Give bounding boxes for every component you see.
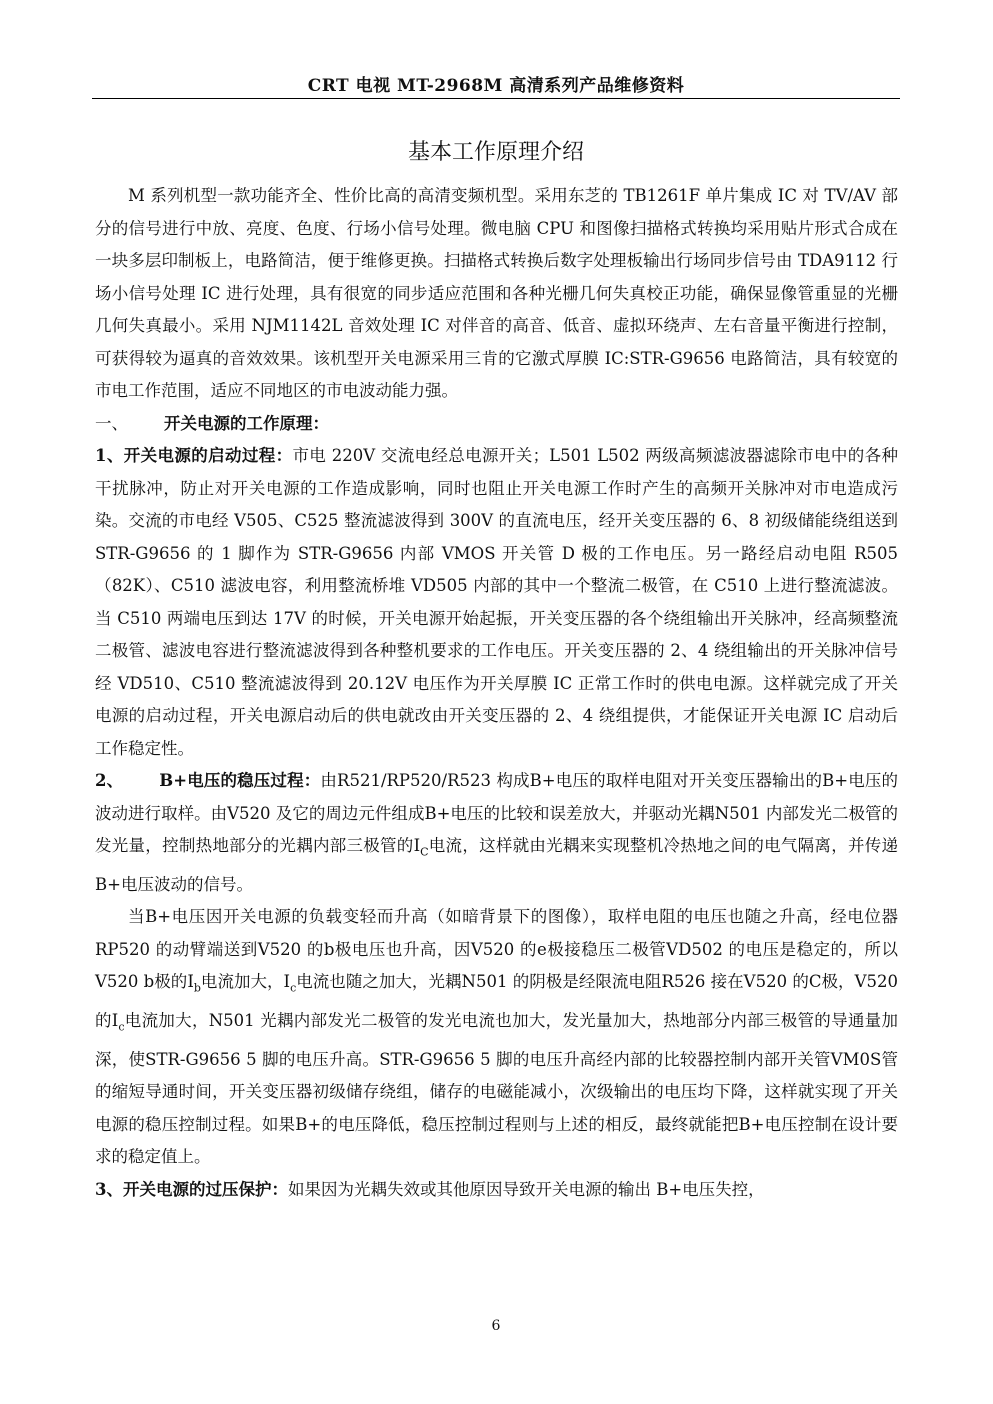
intro-paragraph: M 系列机型一款功能齐全、性价比高的高清变频机型。采用东芝的 TB1261F 单片集成 IC 对 TV/AV 部分的信号进行中放、亮度、色度、行场小信号处理。微电脑 CPU 和图像扫描格式转换均采用贴片形式合成在一块多层印制板上，电路简洁，便于维修更换。扫描格式转换后数字处理板输出行场同步信号由 TDA9112 行场小信号处理 IC 进行处理，具有很宽的同步适应范围和各种光栅几何失真校正功能，确保显像管重显的光栅几何失真最小。采用 NJM1142L 音效处理 IC 对伴音的高音、低音、虚拟环绕声、左右音量平衡进行控制，可获得较为逼真的音效效果。该机型开关电源采用三肯的它激式厚膜 IC:STR-G9656 电路简洁，具有较宽的市电工作范围，适应不同地区的市电波动能力强。 [95,186,898,400]
subscript-c: C [420,845,429,859]
detail-text-c: 电流也随之加大，光耦N501 的阴极是经限流电阻R526 接在V520 的C极，V520 的I [95,972,898,1031]
page-header: CRT 电视 MT-2968M 高清系列产品维修资料 [307,76,685,96]
detail-text-b: 电流加大，I [200,972,291,992]
overvoltage-heading: 3、开关电源的过压保护： [95,1179,288,1199]
startup-paragraph [95,440,898,765]
overvoltage-body: 如果因为光耦失效或其他原因导致开关电源的输出 B+电压失控， [287,1179,765,1199]
regulation-number: 2、 [95,771,124,790]
startup-heading: 1、开关电源的启动过程： [95,446,293,465]
overvoltage-paragraph [95,1174,898,1207]
regulation-heading: B+电压的稳压过程： [159,771,321,790]
subscript-b: b [193,981,201,995]
regulation-detail-paragraph [95,901,898,1174]
document-title: 基本工作原理介绍 [407,140,584,165]
subscript-c: c [118,1020,125,1034]
regulation-body-a: 由R521/RP520/R523 构成B+电压的取样电阻对开关变压器输出的B+电压的波动进行取样。由V520 及它的周边元件组成B+电压的比较和误差放大，并驱动光耦N501 内部发光二极管的发光量，控制热地部分的光耦内部三极管的I [95,771,898,855]
section-number: 一、 [95,413,128,433]
detail-text-d: 电流加大，N501 光耦内部发光二极管的发光电流也加大，发光量加大，热地部分内部三极管的导通量加深，使STR-G9656 5 脚的电压升高。STR-G9656 5 脚的电压升高经内部的比较器控制内部开关管VM0S管的缩短导通时间，开关变压器初级储存绕组，储存的电磁能减小，次级输出的电压均下降，这样就实现了开关电源的稳压控制过程。如果B+的电压降低，稳压控制过程则与上述的相反，最终就能把B+电压控制在设计要求的稳定值上。 [95,1011,898,1167]
section-title: 开关电源的工作原理： [164,413,329,433]
document-body [95,180,898,1206]
regulation-body-b: 电流，这样就由光耦来实现整机冷热地之间的电气隔离，并传递B+电压波动的信号。 [95,836,898,894]
startup-body: 市电 220V 交流电经总电源开关；L501 L502 两级高频滤波器滤除市电中的各种干扰脉冲，防止对开关电源的工作造成影响，同时也阻止开关电源工作时产生的高频开关脉冲对市电造成污染。交流的市电经 V505、C525 整流滤波得到 300V 的直流电压，经开关变压器的 6、8 初级储能绕组送到 STR-G9656 的 1 脚作为 STR-G9656 内部 VMOS 开关管 D 极的工作电压。另一路经启动电阻 R505（82K）、C510 滤波电容，利用整流桥堆 VD505 内部的其中一个整流二极管，在 C510 上进行整流滤波。当 C510 两端电压到达 17V 的时候，开关电源开始起振，开关变压器的各个绕组输出开关脉冲，经高频整流二极管、滤波电容进行整流滤波得到各种整机要求的工作电压。开关变压器的 2、4 绕组输出的开关脉冲信号经 VD510、C510 整流滤波得到 20.12V 电压作为开关厚膜 IC 正常工作时的供电电源。这样就完成了开关电源的启动过程，开关电源启动后的供电就改由开关变压器的 2、4 绕组提供，才能保证开关电源 IC 启动后工作稳定性。 [95,446,898,758]
regulation-paragraph [95,765,898,901]
subscript-c: c [290,981,297,995]
header-divider [92,98,900,99]
detail-text-a: 当B+电压因开关电源的负载变轻而升高（如暗背景下的图像），取样电阻的电压也随之升高，经电位器RP520 的动臂端送到V520 的b极电压也升高，因V520 的e极接稳压二极管VD502 的电压是稳定的，所以V520 b极的I [95,907,898,992]
section-heading [95,408,898,441]
page-number: 6 [491,1318,501,1334]
